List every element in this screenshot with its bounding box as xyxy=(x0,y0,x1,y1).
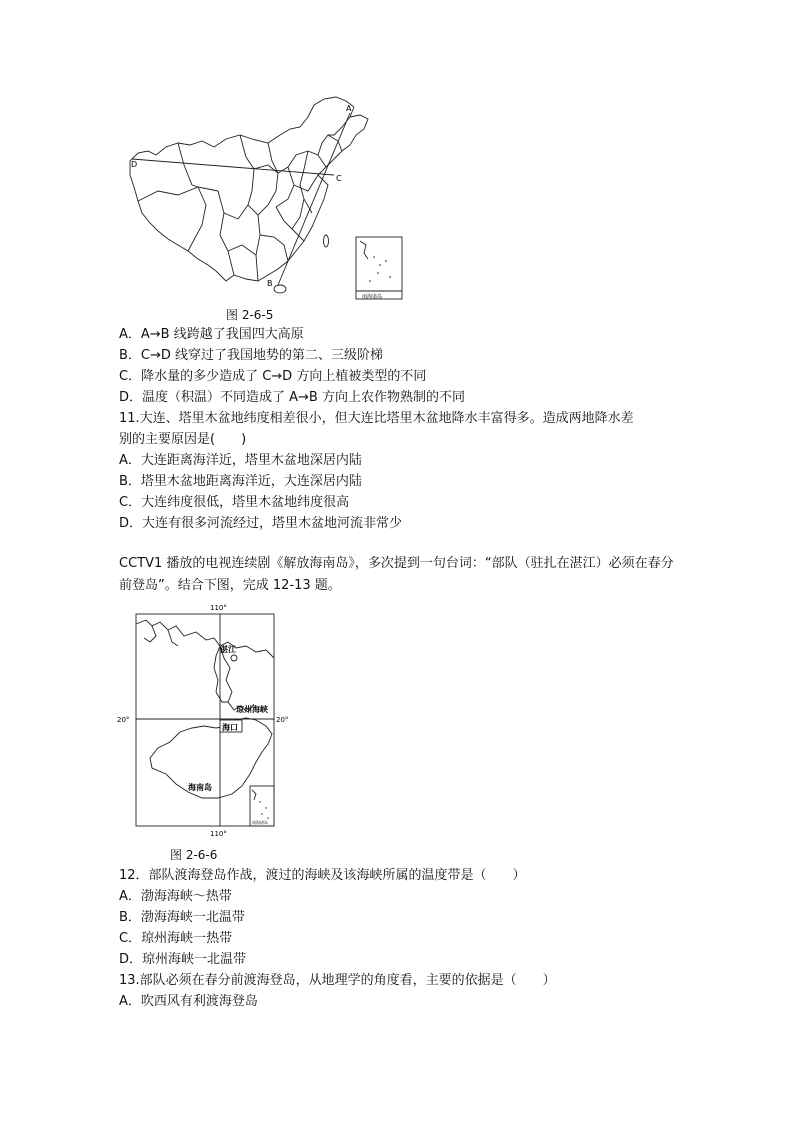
label-haikou: 海口 xyxy=(222,723,238,732)
q12-option-c: C．琼州海峡一热带 xyxy=(119,931,233,946)
china-outline xyxy=(130,97,368,281)
hainan-map-figure xyxy=(116,602,296,840)
line-a-b xyxy=(278,113,350,285)
q10-option-a: A．A→B 线跨越了我国四大高原 xyxy=(119,327,304,342)
label-hainan-island: 海南岛 xyxy=(188,783,212,792)
label-qiongzhou-strait: 琼州海峡 xyxy=(236,705,268,714)
q11-option-b: B．塔里木盆地距离海洋近，大连深居内陆 xyxy=(119,474,362,489)
figure1-caption: 图 2-6-5 xyxy=(226,308,274,322)
figure2-caption: 图 2-6-6 xyxy=(170,848,218,862)
lat-left-label: 20° xyxy=(117,716,130,724)
q10-option-c: C．降水量的多少造成了 C→D 方向上植被类型的不同 xyxy=(119,369,427,384)
china-map-figure xyxy=(128,95,418,310)
q12-option-b: B．渤海海峡一北温带 xyxy=(119,910,245,925)
lon-top-label: 110° xyxy=(210,604,227,612)
map2-inset-label: 南海诸岛 xyxy=(252,820,268,825)
q11-stem-line1: 11.大连、塔里木盆地纬度相差很小，但大连比塔里木盆地降水丰富得多。造成两地降水差 xyxy=(119,411,634,426)
map-label-a: A xyxy=(346,104,352,113)
mainland-coast xyxy=(136,620,274,658)
map-inset-label: 南海诸岛 xyxy=(362,294,383,300)
intro-paragraph: CCTV1 播放的电视连续剧《解放海南岛》，多次提到一句台词：“部队（驻扎在湛江）必须在春分前登岛”。结合下图，完成 12-13 题。 xyxy=(119,556,674,593)
lon-bottom-label: 110° xyxy=(210,830,227,838)
map-label-c: C xyxy=(336,174,342,183)
map-label-b: B xyxy=(267,279,273,288)
label-zhanjiang: 湛江 xyxy=(220,645,236,654)
q11-option-a: A．大连距离海洋近，塔里木盆地深居内陆 xyxy=(119,453,362,468)
q12-option-d: D．琼州海峡一北温带 xyxy=(119,952,247,967)
map-inset-box xyxy=(356,237,402,299)
q12-stem: 12．部队渡海登岛作战，渡过的海峡及该海峡所属的温度带是（ ） xyxy=(119,868,526,883)
q13-stem: 13.部队必须在春分前渡海登岛，从地理学的角度看，主要的依据是（ ） xyxy=(119,973,556,988)
map-frame xyxy=(136,614,274,826)
q13-option-a: A．吹西风有利渡海登岛 xyxy=(119,994,258,1009)
line-c-d xyxy=(132,159,334,175)
q10-option-d: D．温度（积温）不同造成了 A→B 方向上农作物熟制的不同 xyxy=(119,390,465,405)
q12-option-a: A．渤海海峡～热带 xyxy=(119,889,232,904)
lat-right-label: 20° xyxy=(276,716,289,724)
map-label-d: D xyxy=(131,160,138,169)
q11-option-d: D．大连有很多河流经过，塔里木盆地河流非常少 xyxy=(119,516,403,531)
q11-option-c: C．大连纬度很低，塔里木盆地纬度很高 xyxy=(119,495,350,510)
q11-stem-line2: 别的主要原因是( ) xyxy=(119,432,247,447)
q10-option-b: B．C→D 线穿过了我国地势的第二、三级阶梯 xyxy=(119,348,384,363)
